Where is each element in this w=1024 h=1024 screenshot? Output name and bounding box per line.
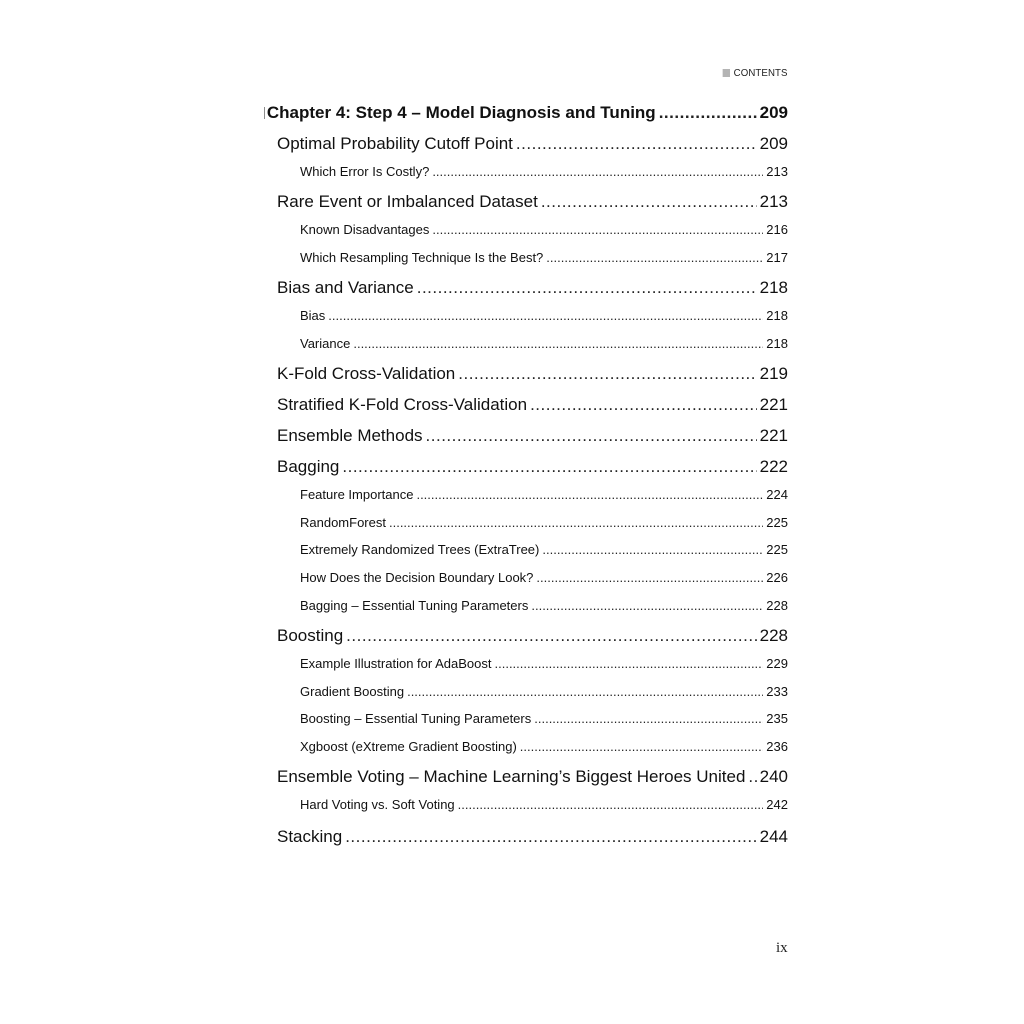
entry-page: 222 [759,457,788,476]
entry-page: 228 [759,626,788,645]
entry-title: Known Disadvantages [300,222,430,237]
entry-page: 218 [759,278,788,297]
dot-leader [748,766,756,788]
toc-subsection-entry[interactable] [300,569,788,587]
dot-leader [534,710,763,728]
toc-section-entry[interactable] [277,766,788,788]
entry-title: Bias [300,308,326,323]
entry-page: 219 [759,364,788,383]
toc-section-entry[interactable] [277,277,788,299]
dot-leader [426,425,757,447]
toc-subsection-entry[interactable] [300,335,788,353]
entry-title: Ensemble Voting – Machine Learning’s Biggest Heroes United [277,767,746,786]
entry-page: 224 [766,487,788,502]
dot-leader [530,394,757,416]
dot-leader [531,597,763,615]
dot-leader [659,102,757,124]
entry-title: Bagging [277,457,340,476]
toc-subsection-entry[interactable] [300,597,788,615]
entry-page: 218 [766,308,788,323]
entry-title: Example Illustration for AdaBoost [300,656,492,671]
dot-leader [458,363,756,385]
dot-leader [328,307,763,325]
dot-leader [542,541,763,559]
dot-leader [541,191,757,213]
entry-title: Boosting [277,626,344,645]
entry-title: Xgboost (eXtreme Gradient Boosting) [300,739,517,754]
dot-leader [416,486,763,504]
toc-section-entry[interactable] [277,456,788,478]
entry-page: 236 [766,739,788,754]
dot-leader [353,335,763,353]
toc-subsection-entry[interactable] [300,655,788,673]
dot-leader [417,277,757,299]
toc-section-entry[interactable] [277,394,788,416]
toc-subsection-entry[interactable] [300,514,788,532]
dot-leader [342,456,756,478]
chapter-square-icon [264,107,265,119]
entry-title: Optimal Probability Cutoff Point [277,134,513,153]
chapter-entry[interactable] [264,102,788,124]
dot-leader [546,249,763,267]
toc-subsection-entry[interactable] [300,710,788,728]
entry-title: Rare Event or Imbalanced Dataset [277,192,538,211]
entry-page: 244 [759,827,788,846]
entry-title: Hard Voting vs. Soft Voting [300,797,455,812]
dot-leader [389,514,763,532]
toc-subsection-entry[interactable] [300,221,788,239]
toc-section-entry[interactable] [277,625,788,647]
entry-page: 217 [766,250,788,265]
entry-title: Ensemble Methods [277,426,423,445]
toc-subsection-entry[interactable] [300,683,788,701]
entry-title: How Does the Decision Boundary Look? [300,570,534,585]
entry-page: 228 [766,598,788,613]
entry-title: Variance [300,336,351,351]
toc-section-entry[interactable] [277,425,788,447]
entry-page: 235 [766,711,788,726]
entry-page: 242 [766,797,788,812]
entry-page: 213 [759,192,788,211]
header-label: CONTENTS [734,67,788,79]
dot-leader [536,569,763,587]
toc-section-entry[interactable] [277,133,788,155]
dot-leader [407,683,763,701]
entry-page: 213 [766,164,788,179]
entry-page: 221 [759,426,788,445]
entry-title: RandomForest [300,515,386,530]
entry-page: 233 [766,684,788,699]
toc-subsection-entry[interactable] [300,796,788,814]
entry-page: 226 [766,570,788,585]
toc-section-entry[interactable] [277,826,788,848]
entry-title: Extremely Randomized Trees (ExtraTree) [300,542,540,557]
dot-leader [432,163,763,181]
entry-title: K-Fold Cross-Validation [277,364,456,383]
entry-title: Bagging – Essential Tuning Parameters [300,598,529,613]
toc-subsection-entry[interactable] [300,249,788,267]
dot-leader [458,796,764,814]
dot-leader [432,221,763,239]
dot-leader [345,826,756,848]
chapter-title: Chapter 4: Step 4 – Model Diagnosis and Tuning [266,103,656,122]
page-number: ix [776,940,788,956]
entry-title: Which Resampling Technique Is the Best? [300,250,544,265]
dot-leader [346,625,756,647]
entry-page: 221 [759,395,788,414]
entry-title: Gradient Boosting [300,684,405,699]
entry-title: Boosting – Essential Tuning Parameters [300,711,532,726]
toc-subsection-entry[interactable] [300,738,788,756]
dot-leader [516,133,757,155]
toc-subsection-entry[interactable] [300,307,788,325]
entry-page: 240 [759,767,788,786]
entry-title: Bias and Variance [277,278,414,297]
entry-title: Feature Importance [300,487,414,502]
chapter-page: 209 [759,103,788,122]
entry-title: Which Error Is Costly? [300,164,430,179]
entry-page: 218 [766,336,788,351]
entry-title: Stratified K-Fold Cross-Validation [277,395,528,414]
toc-subsection-entry[interactable] [300,486,788,504]
toc-subsection-entry[interactable] [300,541,788,559]
entry-page: 216 [766,222,788,237]
entry-page: 225 [766,515,788,530]
entry-page: 229 [766,656,788,671]
dot-leader [495,655,764,673]
toc-section-entry[interactable] [277,191,788,213]
toc-section-entry[interactable] [277,363,788,385]
dot-leader [520,738,764,756]
toc-subsection-entry[interactable] [300,163,788,181]
entry-page: 225 [766,542,788,557]
entry-page: 209 [759,134,788,153]
entry-title: Stacking [277,827,343,846]
